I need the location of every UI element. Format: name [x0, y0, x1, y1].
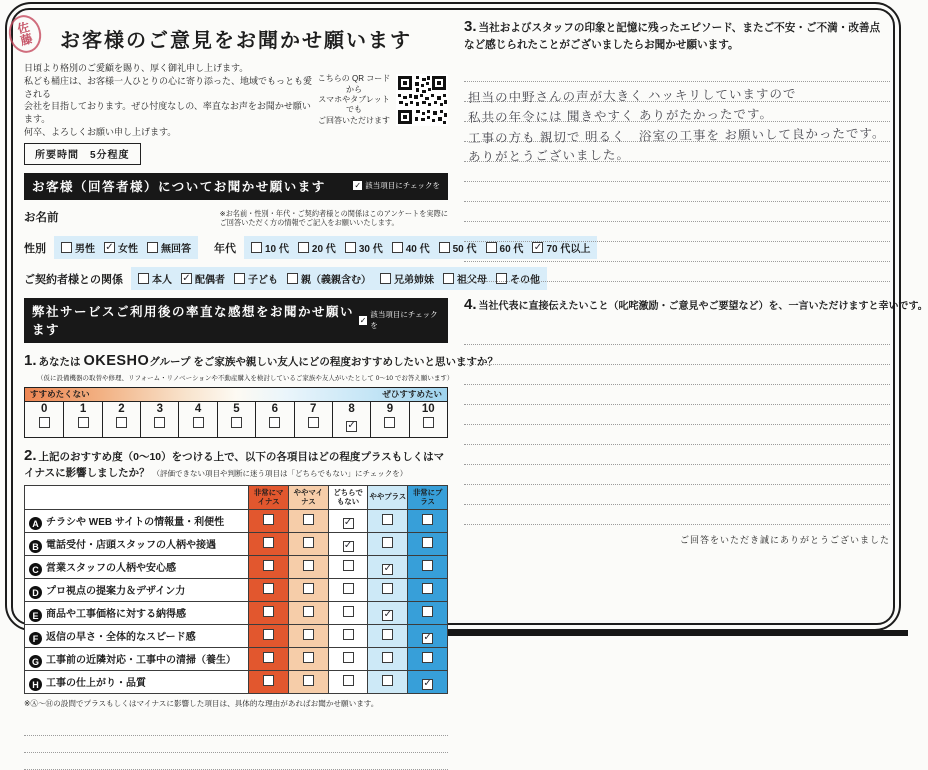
section-header-feedback-note: ✓ 該当項目にチェックを — [359, 310, 438, 331]
handwritten-text: 工事の方も 親切で 明るく 浴室の工事を お願いして良かったです。 — [467, 126, 886, 146]
impact-cell — [249, 556, 289, 579]
intro-line: 私ども桶庄は、お客様一人ひとりの心に寄り添った、地域でもっとも愛される — [24, 75, 313, 99]
checkbox — [263, 514, 274, 525]
impact-row-label-text: プロ視点の提案力＆デザイン力 — [46, 585, 186, 597]
impact-cell — [328, 579, 368, 602]
relation-option-label: 子ども — [248, 275, 278, 287]
checkbox-checked: ✓ — [383, 563, 393, 575]
relation-option — [138, 271, 172, 286]
impact-cell — [288, 602, 328, 625]
relation-option — [287, 271, 371, 286]
checkbox — [263, 537, 274, 548]
write-line — [24, 753, 448, 770]
checkbox — [343, 675, 354, 686]
nps-value: 3 — [156, 402, 163, 415]
section-header-respondent-title: お客様（回答者様）についてお聞かせ願います — [32, 179, 326, 194]
age-option-label: 10 代 — [265, 244, 289, 256]
impact-cell — [249, 510, 289, 533]
checkbox — [422, 652, 433, 663]
impact-cell — [408, 625, 448, 648]
impact-cell — [328, 533, 368, 556]
relation-label: ご契約者様との関係 — [24, 273, 123, 286]
checkbox — [138, 273, 149, 284]
impact-cell — [368, 625, 408, 648]
impact-cell — [408, 556, 448, 579]
age-option-label: 70 代以上 — [546, 244, 591, 256]
write-line — [464, 242, 890, 262]
nps-cell-1 — [63, 402, 101, 438]
section-header-feedback — [24, 298, 448, 343]
qr-caption-line: スマホやタブレットでも — [318, 95, 390, 115]
name-note-line: ※お名前・性別・年代・ご契約者様との関係はこのアンケートを実際に — [219, 208, 448, 218]
nps-value: 0 — [40, 402, 48, 415]
checkbox — [263, 606, 274, 617]
checkbox-checked: ✓ — [105, 241, 114, 253]
impact-table-row — [25, 533, 448, 556]
impact-row-label — [25, 510, 249, 533]
relation-option-label: 親（義親含む） — [301, 275, 371, 287]
nps-cell-5 — [217, 402, 255, 438]
impact-column-header: 非常にマイナス — [249, 485, 289, 510]
nps-value: 6 — [271, 402, 279, 415]
episode-write-lines — [464, 62, 890, 282]
checkbox — [303, 606, 314, 617]
impact-cell — [288, 579, 328, 602]
checkbox — [422, 560, 433, 571]
gender-option-label: 男性 — [75, 244, 95, 256]
checkbox — [287, 273, 298, 284]
row-letter-badge: A — [29, 517, 42, 530]
impact-column-header: ややマイナス — [288, 485, 328, 510]
impact-row-label — [25, 602, 249, 625]
relation-option-label: 本人 — [152, 275, 172, 287]
impact-table-row — [25, 579, 448, 602]
gender-option-label: 女性 — [118, 244, 138, 256]
checkbox — [343, 629, 354, 640]
checkbox — [382, 583, 393, 594]
checkbox — [439, 242, 450, 253]
write-line — [464, 102, 890, 125]
page-title: お客様のご意見をお聞かせ願います — [60, 30, 412, 52]
checkbox — [263, 652, 274, 663]
impact-row-label-text: 工事前の近隣対応・工事中の清掃（養生） — [46, 654, 236, 666]
write-line — [464, 82, 890, 106]
relation-row — [24, 267, 540, 290]
nps-value: 8 — [348, 402, 355, 415]
checkbox-checked: ✓ — [423, 632, 432, 644]
impact-table-row — [25, 556, 448, 579]
age-option-label: 20 代 — [311, 244, 336, 256]
impact-row-label-text: 営業スタッフの人柄や安心感 — [46, 562, 176, 574]
section-header-respondent — [24, 173, 448, 200]
write-line — [464, 365, 890, 385]
write-line — [24, 719, 448, 736]
name-field-note — [220, 209, 448, 228]
handwritten-text: 私共の年令には 聞きやすく ありがたかったです。 — [467, 107, 774, 125]
qr-code-image — [396, 74, 448, 126]
write-line — [464, 465, 890, 485]
impact-row-label-text: 電話受付・店頭スタッフの人柄や接遇 — [46, 539, 216, 551]
write-line — [464, 162, 890, 182]
nps-value: 5 — [233, 402, 240, 415]
intro-line: 何卒、よろしくお願い申し上げます。 — [24, 126, 177, 137]
checkbox — [116, 417, 127, 428]
gender-option — [147, 240, 191, 255]
checkbox — [423, 417, 434, 428]
checkbox-checked: ✓ — [343, 517, 353, 529]
checkbox — [263, 583, 274, 594]
impact-cell — [368, 602, 408, 625]
impact-cell — [288, 533, 328, 556]
checkbox — [308, 417, 319, 428]
impact-row-label — [25, 579, 249, 602]
checkbox — [193, 417, 204, 428]
impact-table-row — [25, 625, 448, 648]
impact-row-label — [25, 533, 249, 556]
row-letter-badge: F — [29, 632, 42, 645]
impact-table — [24, 485, 448, 695]
impact-cell — [328, 648, 368, 671]
checkbox — [269, 417, 280, 428]
checkbox — [343, 652, 354, 663]
impact-column-header: ややプラス — [368, 485, 408, 510]
write-line — [464, 62, 890, 82]
nps-scale — [24, 387, 448, 439]
row-letter-badge: G — [29, 655, 42, 668]
impact-row-label — [25, 671, 249, 694]
write-line — [464, 262, 890, 282]
nps-value: 1 — [79, 402, 87, 415]
write-line — [464, 345, 890, 365]
impact-row-label-text: 商品や工事価格に対する納得感 — [46, 608, 186, 620]
checkbox — [303, 652, 314, 663]
row-letter-badge: C — [29, 563, 42, 576]
impact-row-label — [25, 556, 249, 579]
nps-value: 2 — [118, 402, 125, 415]
impact-cell — [368, 510, 408, 533]
section-header-feedback-title: 弊社サービスご利用後の率直な感想をお聞かせ願います — [32, 305, 355, 338]
impact-cell — [328, 510, 368, 533]
impact-table-row — [25, 602, 448, 625]
impact-cell — [288, 556, 328, 579]
write-line — [464, 122, 890, 146]
checkbox — [231, 417, 242, 428]
checkbox — [343, 560, 354, 571]
gender-option — [61, 240, 95, 255]
nps-cell-9 — [370, 402, 408, 438]
checkbox — [382, 537, 393, 548]
gender-option — [104, 240, 138, 255]
write-line — [464, 142, 890, 165]
age-option — [298, 240, 336, 255]
impact-cell — [328, 602, 368, 625]
age-label: 年代 — [214, 242, 236, 255]
check-icon: ✓ — [354, 181, 362, 191]
age-option-label: 30 代 — [358, 244, 383, 256]
impact-cell — [249, 625, 289, 648]
checkbox — [382, 514, 393, 525]
impact-cell — [328, 625, 368, 648]
table-footnote: ※Ⓐ～Ⓗの設問でプラスもしくはマイナスに影響した項目は、具体的な理由があればお聞かせ願います。 — [24, 699, 379, 709]
nps-cell-8 — [332, 402, 370, 438]
intro-line: 会社を目指しております。ぜひ忖度なしの、率直なお声をお聞かせ願います。 — [24, 101, 311, 125]
question-1-subtext: （仮に設備機器の取替や修理、リフォーム・リノベーションや不動産購入を検討しているご家族や友人がいたとして 0～10 でお答え願います） — [37, 374, 454, 382]
gender-options — [54, 236, 198, 259]
impact-cell — [249, 602, 289, 625]
gender-option-label: 無回答 — [161, 244, 191, 256]
age-option — [251, 240, 289, 255]
write-line — [464, 505, 890, 525]
checkbox — [303, 560, 314, 571]
nps-cell-2 — [102, 402, 140, 438]
impact-row-label — [25, 648, 249, 671]
row-letter-badge: E — [29, 609, 42, 622]
impact-table-row — [25, 671, 448, 694]
impact-cell — [249, 533, 289, 556]
question-4-text: 4. 当社代表に直接伝えたいこと（叱咤激励・ご意見やご要望など）を、一言いただけますと幸いです。 — [464, 296, 928, 314]
checkbox — [392, 242, 403, 253]
checkbox — [303, 537, 314, 548]
question-2-text: 2. 上記のおすすめ度（0～10）をつける上で、以下の各項目はどの程度プラスもしくはマイナスに影響しましたか？ （評価できない項目や判断に迷う項目は「どちらでもない」にチェックを） — [24, 447, 445, 480]
checkbox — [422, 583, 433, 594]
impact-cell — [408, 602, 448, 625]
name-row — [24, 209, 448, 228]
checkbox — [39, 417, 50, 428]
name-note-line: ご回答いただく方の情報でご記入をお願いいたします。 — [219, 218, 399, 228]
nps-label-right: ぜひすすめたい — [382, 389, 442, 400]
question-1-text: 1. あなたは OKESHOグループ をご家族や親しい友人にどの程度おすすめしたいと思いますか？ — [24, 352, 498, 370]
row-letter-badge: D — [29, 586, 42, 599]
nps-scale-gradient — [25, 388, 447, 401]
relation-option — [380, 271, 434, 286]
nps-cell-6 — [255, 402, 293, 438]
checkbox — [380, 273, 391, 284]
age-option-label: 40 代 — [405, 244, 430, 256]
hanko-stamp-text: 佐 藤 — [16, 19, 34, 49]
section-header-respondent-note: ✓ 該当項目にチェックを — [354, 181, 440, 191]
impact-cell — [408, 671, 448, 694]
impact-cell — [328, 671, 368, 694]
impact-cell — [249, 579, 289, 602]
checkbox — [78, 417, 89, 428]
impact-cell — [288, 510, 328, 533]
question-2-subtext: （評価できない項目や判断に迷う項目は「どちらでもない」にチェックを） — [152, 469, 408, 479]
checkbox — [147, 242, 158, 253]
checkbox — [382, 629, 393, 640]
checkbox — [443, 273, 454, 284]
write-line — [464, 425, 890, 445]
row-letter-badge: B — [29, 540, 42, 553]
question-3-text: 3. 当社およびスタッフの印象と記憶に残ったエピソード、またご不安・ご不満・改善点など感じられたことがございましたらお聞かせ願います。 — [464, 18, 881, 51]
write-line — [464, 222, 890, 242]
checkbox — [303, 583, 314, 594]
write-line — [464, 182, 890, 202]
impact-cell — [328, 556, 368, 579]
write-line — [464, 202, 890, 222]
impact-cell — [368, 533, 408, 556]
impact-cell — [408, 579, 448, 602]
relation-option-label: 兄弟姉妹 — [394, 275, 434, 287]
impact-cell — [368, 579, 408, 602]
message-write-lines — [464, 325, 890, 525]
qr-caption-line: ご回答いただけます — [318, 115, 390, 125]
checkbox — [384, 417, 395, 428]
nps-value: 4 — [194, 402, 202, 415]
impact-column-header: どちらでもない — [328, 485, 368, 510]
gender-age-row — [24, 236, 591, 259]
right-column — [464, 16, 928, 546]
impact-cell — [408, 510, 448, 533]
impact-row-label-text: チラシや WEB サイトの情報量・利便性 — [46, 516, 225, 528]
impact-row-label-text: 工事の仕上がり・品質 — [46, 677, 146, 689]
impact-table-header-row — [25, 485, 448, 510]
qr-caption — [316, 74, 392, 126]
relation-option-label: 祖父母 — [457, 275, 487, 287]
relation-option-label: その他 — [510, 275, 540, 287]
write-line — [464, 385, 890, 405]
write-line — [464, 325, 890, 345]
checkbox — [422, 606, 433, 617]
checkbox — [382, 652, 393, 663]
checkbox — [422, 537, 433, 548]
intro-row — [24, 62, 448, 139]
brand-okesho: OKESHO — [83, 353, 150, 370]
nps-label-left: すすめたくない — [30, 389, 90, 400]
checkbox — [343, 606, 354, 617]
checkbox — [343, 583, 354, 594]
nps-cell-7 — [294, 402, 332, 438]
checkbox — [298, 242, 309, 253]
age-option — [345, 240, 383, 255]
age-option-label: 60 代 — [499, 244, 524, 256]
write-line — [24, 736, 448, 753]
age-option-label: 50 代 — [452, 244, 477, 256]
impact-cell — [368, 556, 408, 579]
nps-value: 10 — [421, 402, 435, 415]
impact-cell — [368, 671, 408, 694]
reason-write-lines — [24, 719, 448, 770]
qr-area — [316, 62, 448, 139]
checkbox — [263, 560, 274, 571]
intro-text — [24, 62, 316, 139]
nps-scale-cells — [25, 401, 447, 438]
checkbox — [303, 514, 314, 525]
intro-line: 日頃より格別のご愛顧を賜り、厚く御礼申し上げます。 — [24, 63, 249, 73]
checkbox-checked: ✓ — [343, 540, 353, 552]
write-line — [464, 445, 890, 465]
nps-cell-10 — [409, 402, 447, 438]
relation-option — [234, 271, 278, 286]
impact-row-label-text: 返信の早さ・全体的なスピード感 — [46, 631, 196, 643]
impact-cell — [288, 671, 328, 694]
relation-option-label: 配偶者 — [195, 275, 225, 287]
checkbox-checked: ✓ — [383, 609, 393, 621]
checkbox — [303, 675, 314, 686]
name-field-label: お名前 — [24, 211, 59, 224]
impact-cell — [249, 671, 289, 694]
relation-option — [181, 271, 225, 286]
impact-cell — [408, 648, 448, 671]
checkbox — [234, 273, 245, 284]
age-option — [392, 240, 430, 255]
checkbox — [251, 242, 262, 253]
checkbox-checked: ✓ — [182, 272, 191, 284]
impact-table-row — [25, 510, 448, 533]
checkbox-checked: ✓ — [347, 420, 356, 432]
impact-table-corner — [25, 485, 249, 510]
impact-row-label — [25, 625, 249, 648]
checkbox-checked: ✓ — [423, 678, 432, 690]
nps-cell-0 — [25, 402, 63, 438]
checkbox — [345, 242, 356, 253]
impact-cell — [288, 648, 328, 671]
impact-cell — [288, 625, 328, 648]
checkbox — [382, 675, 393, 686]
impact-column-header: 非常にプラス — [408, 485, 448, 510]
checkbox — [263, 675, 274, 686]
nps-value: 7 — [310, 402, 317, 415]
checkbox — [422, 514, 433, 525]
check-icon: ✓ — [359, 315, 367, 325]
checkbox — [303, 629, 314, 640]
thanks-text: ご回答をいただき誠にありがとうございました — [679, 534, 890, 545]
nps-cell-4 — [178, 402, 216, 438]
row-letter-badge: H — [29, 678, 42, 691]
nps-cell-3 — [140, 402, 178, 438]
qr-caption-line: こちらの QR コードから — [317, 74, 391, 94]
handwritten-text: ありがとうございました。 — [467, 148, 631, 165]
impact-cell — [368, 648, 408, 671]
checkbox-checked: ✓ — [533, 241, 543, 253]
impact-cell — [249, 648, 289, 671]
gender-label: 性別 — [24, 242, 46, 255]
impact-table-row — [25, 648, 448, 671]
checkbox — [263, 629, 274, 640]
handwritten-text: 担当の中野さんの声が大きく ハッキリしていますので — [467, 87, 797, 106]
write-line — [464, 485, 890, 505]
checkbox — [61, 242, 72, 253]
time-required-box: 所要時間 5分程度 — [24, 143, 141, 165]
impact-cell — [408, 533, 448, 556]
checkbox — [154, 417, 165, 428]
write-line — [464, 405, 890, 425]
nps-value: 9 — [386, 402, 394, 415]
